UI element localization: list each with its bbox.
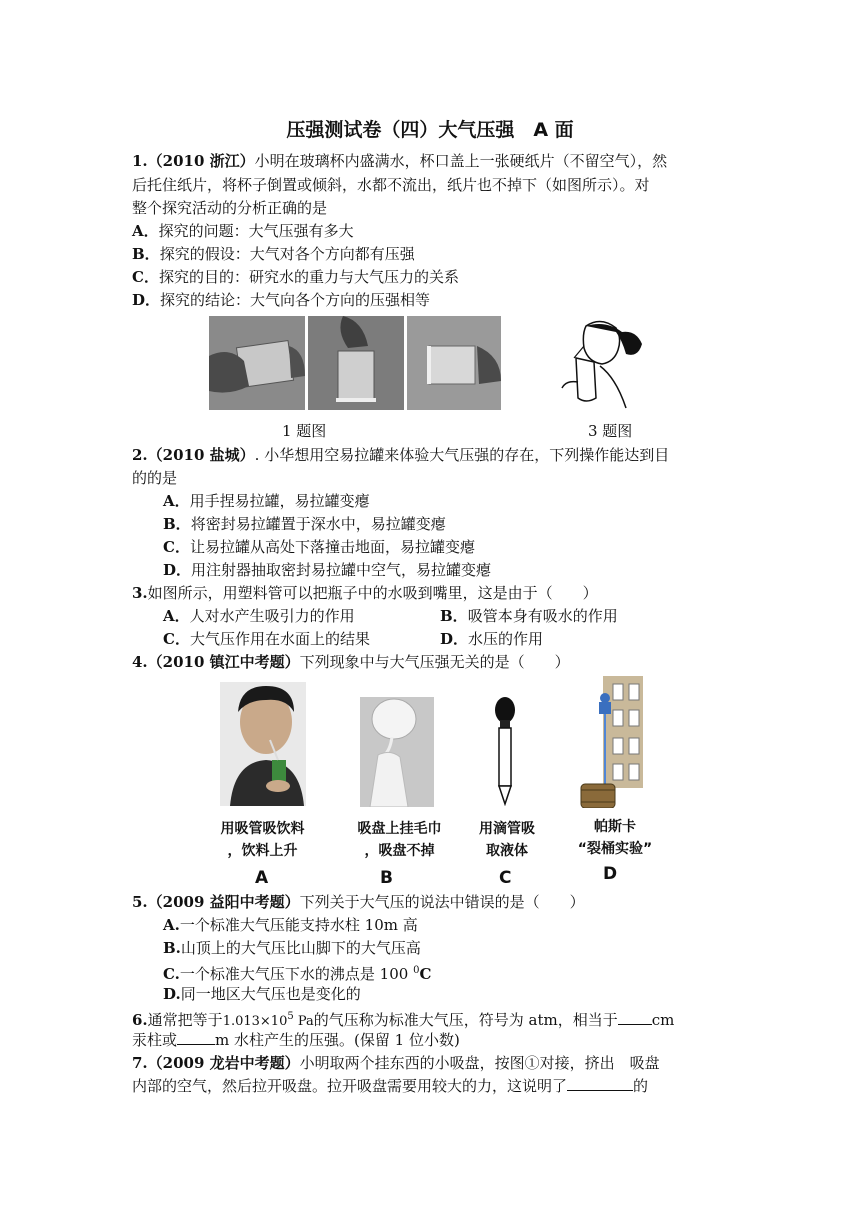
- q4-letter-d: D: [603, 864, 618, 884]
- q1-option-c: [132, 266, 459, 288]
- q6-stem-line2: [132, 1029, 460, 1051]
- option-text: 一个标准大气压下水的沸点是 100: [179, 965, 414, 983]
- answer-blank[interactable]: [618, 1010, 652, 1025]
- q1-stem-text1: 小明在玻璃杯内盛满水，杯口盖上一张硬纸片（不留空气），然: [254, 152, 668, 170]
- q4-image-b-suction-hook: [360, 697, 434, 807]
- q6-number: 6.: [132, 1011, 148, 1029]
- option-label: C．: [163, 538, 190, 556]
- fig1-caption: 1 题图: [282, 422, 327, 440]
- option-label: B．: [163, 515, 191, 533]
- option-text: 探究的问题：大气压强有多大: [158, 222, 354, 240]
- q4-image-c-dropper: [488, 696, 522, 806]
- q2-option-d: [163, 559, 491, 581]
- option-label: B.: [163, 939, 181, 957]
- q3-option-d: [440, 628, 543, 650]
- fig1-photo-3-graphic: [407, 316, 501, 410]
- caption-line: 吸盘上挂毛巾: [357, 821, 442, 837]
- q1-stem-line3: 整个探究活动的分析正确的是: [132, 199, 328, 217]
- q5-stem-text: 下列关于大气压的说法中错误的是（ ）: [299, 893, 585, 911]
- q5-option-a: [163, 914, 418, 936]
- q5-number: 5.: [132, 893, 148, 911]
- option-label: C．: [163, 630, 190, 648]
- q6-pressure-value: 1.013×10: [222, 1014, 288, 1029]
- option-text: 同一地区大气压也是变化的: [180, 985, 361, 1003]
- q4-image-d-pascal-barrel: [575, 676, 643, 808]
- option-text: 用手捏易拉罐，易拉罐变瘪: [189, 492, 370, 510]
- q5-stem: [132, 891, 585, 913]
- q1-option-b: [132, 243, 415, 265]
- q3-stem: [132, 582, 598, 604]
- option-text: 一个标准大气压能支持水柱 10m 高: [179, 916, 418, 934]
- fig1-photo-1: [209, 316, 305, 410]
- option-text: 吸管本身有吸水的作用: [467, 607, 618, 625]
- q6-text: 的气压称为标准大气压，符号为 atm，相当于: [313, 1011, 618, 1029]
- q7-stem-text3: 的: [633, 1077, 649, 1095]
- option-label: A．: [163, 607, 190, 625]
- option-text: 水压的作用: [468, 630, 544, 648]
- q6-text: 汞柱或: [132, 1031, 178, 1049]
- superscript: 0: [413, 965, 420, 976]
- q2-option-b: [163, 513, 446, 535]
- q7-stem-text2: 内部的空气，然后拉开吸盘。拉开吸盘需要用较大的力，这说明了: [132, 1077, 568, 1095]
- caption-line: 用滴管吸: [479, 821, 535, 837]
- option-text: 大气压作用在水面上的结果: [189, 630, 370, 648]
- option-text: 人对水产生吸引力的作用: [189, 607, 355, 625]
- q1-option-d: [132, 289, 430, 311]
- caption-line: 取液体: [486, 843, 528, 859]
- option-label: C.: [163, 965, 180, 983]
- unit: C: [419, 965, 432, 983]
- caption-line: 帕斯卡: [594, 819, 636, 835]
- option-label: D.: [163, 985, 181, 1003]
- q2-number: 2.: [132, 446, 148, 464]
- option-label: B．: [440, 607, 468, 625]
- q5-option-b: [163, 937, 421, 959]
- option-label: D．: [132, 291, 161, 309]
- q1-stem-line1: [132, 150, 667, 172]
- q4-caption-a: [205, 818, 320, 862]
- q4-stem: [132, 651, 570, 673]
- q2-stem-line1: [132, 444, 669, 466]
- option-text: 探究的假设：大气对各个方向都有压强: [159, 245, 415, 263]
- caption-line: ，吸盘不掉: [364, 843, 435, 859]
- option-label: A.: [163, 916, 180, 934]
- fig3-caption: 3 题图: [588, 422, 633, 440]
- q6-unit: Pa: [293, 1014, 314, 1029]
- q3-stem-text: 如图所示，用塑料管可以把瓶子中的水吸到嘴里，这是由于（ ）: [147, 584, 598, 602]
- q4-stem-text: 下列现象中与大气压强无关的是（ ）: [299, 653, 570, 671]
- q7-stem-text1: 小明取两个挂东西的小吸盘，按图①对接，挤出 吸盘: [299, 1054, 660, 1072]
- answer-blank[interactable]: [177, 1030, 215, 1045]
- q7-source: （2009 龙岩中考题）: [147, 1054, 300, 1072]
- q5-option-d: [163, 983, 361, 1005]
- caption-line: ，饮料上升: [227, 843, 298, 859]
- option-label: A．: [163, 492, 190, 510]
- option-text: 探究的结论：大气向各个方向的压强相等: [160, 291, 431, 309]
- caption-line: “裂桶实验”: [577, 841, 653, 857]
- caption-line: 用吸管吸饮料: [220, 821, 305, 837]
- q2-option-a: [163, 490, 370, 512]
- q3-number: 3.: [132, 584, 148, 602]
- q3-option-a: [163, 605, 355, 627]
- option-text: 让易拉罐从高处下落撞击地面，易拉罐变瘪: [189, 538, 475, 556]
- option-text: 用注射器抽取密封易拉罐中空气，易拉罐变瘪: [191, 561, 492, 579]
- superscript: 5: [287, 1011, 294, 1022]
- q2-source: （2010 盐城）: [147, 446, 255, 464]
- q4-letter-b: B: [380, 868, 393, 888]
- q5-source: （2009 益阳中考题）: [147, 893, 300, 911]
- q6-text: 通常把等于: [147, 1011, 223, 1029]
- q2-option-c: [163, 536, 475, 558]
- option-label: B．: [132, 245, 160, 263]
- option-text: 探究的目的：研究水的重力与大气压力的关系: [158, 268, 459, 286]
- q4-source: （2010 镇江中考题）: [147, 653, 300, 671]
- q2-stem-line2: 的的是: [132, 469, 178, 487]
- q4-letter-c: C: [499, 868, 512, 888]
- q3-option-b: [440, 605, 618, 627]
- q1-number: 1.: [132, 152, 148, 170]
- fig1-photo-2: [308, 316, 404, 410]
- fig1-photo-3: [407, 316, 501, 410]
- fig3-drinking-straw-drawing: [556, 318, 646, 410]
- q7-stem-line2: [132, 1075, 648, 1097]
- q4-letter-a: A: [255, 868, 269, 888]
- fig1-photo-2-graphic: [308, 316, 404, 410]
- option-label: D．: [440, 630, 469, 648]
- q2-stem-text1: . 小华想用空易拉罐来体验大气压强的存在，下列操作能达到目: [254, 446, 670, 464]
- q1-stem-line2: 后托住纸片，将杯子倒置或倾斜，水都不流出，纸片也不掉下（如图所示）。对: [132, 176, 650, 194]
- q4-caption-d: [560, 816, 670, 860]
- q6-text: m 水柱产生的压强。(保留 1 位小数): [215, 1031, 460, 1049]
- q4-image-a-straw-drink: [220, 682, 306, 806]
- q5-option-c: [163, 960, 431, 985]
- q6-text: cm: [651, 1011, 675, 1029]
- option-label: D．: [163, 561, 192, 579]
- q7-stem-line1: [132, 1052, 660, 1074]
- q4-caption-b: [342, 818, 457, 862]
- answer-blank[interactable]: [567, 1076, 633, 1091]
- page-title: 压强测试卷（四）大气压强 A 面: [286, 119, 574, 141]
- option-text: 山顶上的大气压比山脚下的大气压高: [180, 939, 421, 957]
- option-label: C．: [132, 268, 159, 286]
- option-label: A．: [132, 222, 159, 240]
- q4-caption-c: [462, 818, 552, 862]
- q3-option-c: [163, 628, 370, 650]
- q4-number: 4.: [132, 653, 148, 671]
- q1-source: （2010 浙江）: [147, 152, 255, 170]
- q7-number: 7.: [132, 1054, 148, 1072]
- option-text: 将密封易拉罐置于深水中，易拉罐变瘪: [190, 515, 446, 533]
- fig1-photo-1-graphic: [209, 316, 305, 410]
- q1-option-a: [132, 220, 354, 242]
